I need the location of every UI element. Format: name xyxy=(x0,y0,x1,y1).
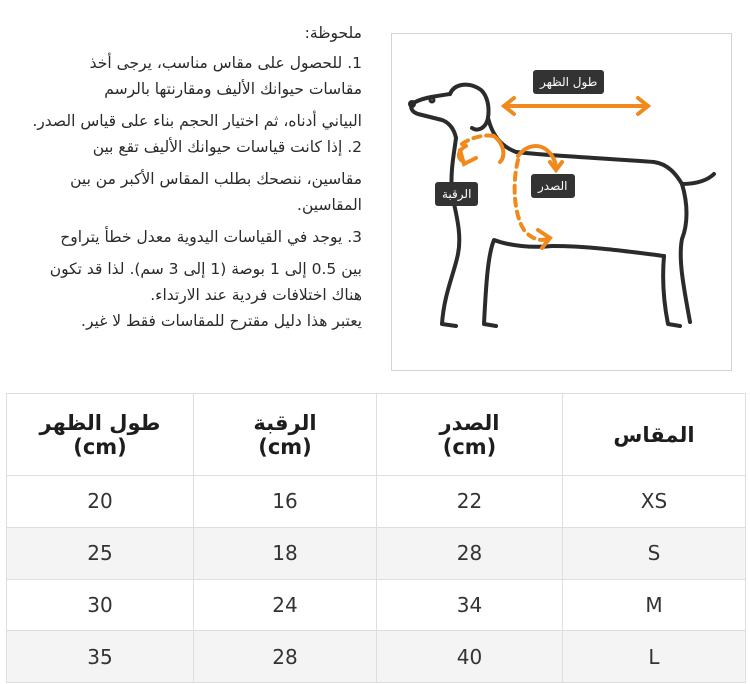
cell-chest: 40 xyxy=(377,631,563,683)
neck-label: الرقبة xyxy=(435,182,478,206)
note-1-line-3: البياني أدناه، ثم اختيار الحجم بناء على قياس الصدر. xyxy=(32,112,362,130)
header-chest: الصدر (cm) xyxy=(377,394,563,476)
cell-size: S xyxy=(563,527,746,579)
header-back: طول الظهر (cm) xyxy=(7,394,194,476)
cell-back: 20 xyxy=(7,476,194,528)
cell-neck: 28 xyxy=(194,631,377,683)
note-2-line-3: المقاسين. xyxy=(297,196,362,214)
cell-size: XS xyxy=(563,476,746,528)
cell-chest: 34 xyxy=(377,579,563,631)
note-3-line-1: 3. يوجد في القياسات اليدوية معدل خطأ يتراوح xyxy=(60,228,362,246)
table-row xyxy=(7,527,746,579)
note-1-line-2: مقاسات حيوانك الأليف ومقارنتها بالرسم xyxy=(104,80,362,98)
cell-neck: 16 xyxy=(194,476,377,528)
table-row xyxy=(7,476,746,528)
cell-chest: 28 xyxy=(377,527,563,579)
table-header-row xyxy=(7,394,746,476)
note-2-line-1: 2. إذا كانت قياسات حيوانك الأليف تقع بين xyxy=(92,138,362,156)
cell-size: L xyxy=(563,631,746,683)
note-2-line-2: مقاسين، ننصحك بطلب المقاس الأكبر من بين xyxy=(70,170,362,188)
table-row xyxy=(7,579,746,631)
note-1-line-1: 1. للحصول على مقاس مناسب، يرجى أخذ xyxy=(89,54,362,72)
cell-back: 35 xyxy=(7,631,194,683)
header-neck: الرقبة (cm) xyxy=(194,394,377,476)
note-3-line-2: بين 0.5 إلى 1 بوصة (1 إلى 3 سم). لذا قد تكون xyxy=(49,260,362,278)
notes-heading: ملحوظة: xyxy=(304,24,362,42)
cell-chest: 22 xyxy=(377,476,563,528)
note-3-line-4: يعتبر هذا دليل مقترح للمقاسات فقط لا غير. xyxy=(81,312,362,330)
back-length-arrow xyxy=(504,98,648,114)
neck-measurement-arrow xyxy=(459,135,503,164)
cell-back: 30 xyxy=(7,579,194,631)
notes-section xyxy=(0,20,362,334)
size-chart-table xyxy=(6,393,746,683)
cell-back: 25 xyxy=(7,527,194,579)
header-size: المقاس xyxy=(563,394,746,476)
cell-size: M xyxy=(563,579,746,631)
chest-label: الصدر xyxy=(531,174,575,198)
note-3-line-3: هناك اختلافات فردية عند الارتداء. xyxy=(150,286,362,304)
dog-measurement-diagram xyxy=(391,33,732,371)
cell-neck: 18 xyxy=(194,527,377,579)
back-length-label: طول الظهر xyxy=(533,70,604,94)
table-row xyxy=(7,631,746,683)
cell-neck: 24 xyxy=(194,579,377,631)
